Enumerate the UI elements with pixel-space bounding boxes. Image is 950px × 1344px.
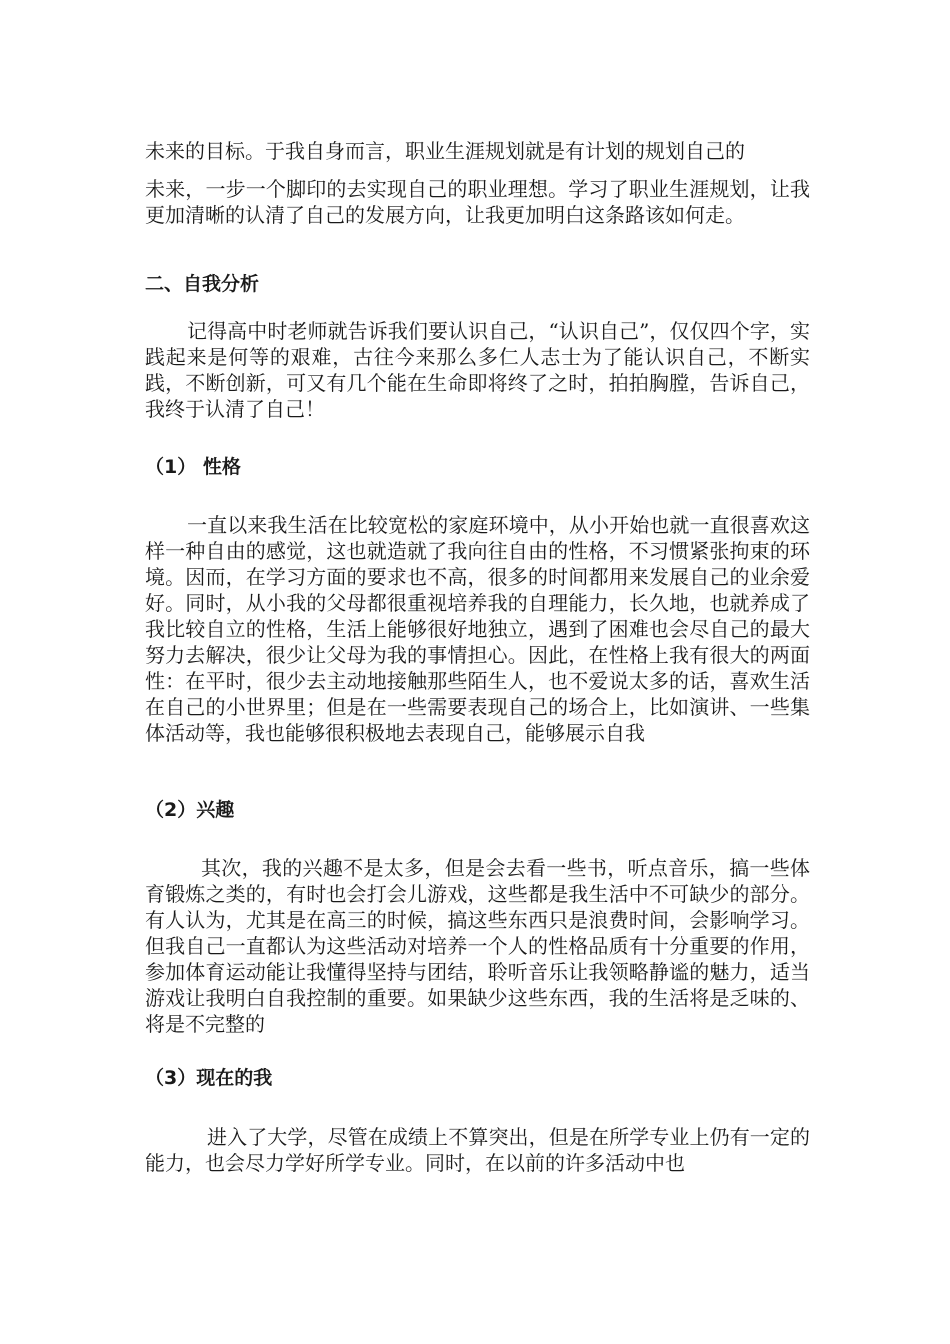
self-analysis-paragraph: 记得高中时老师就告诉我们要认识自己，“认识自己”，仅仅四个字，实践起来是何等的艰难，古往今来那么多仁人志士为了能认识自己，不断实践，不断创新，可又有几个能在生命即将终了之时，拍拍胸膛，告诉自己，我终于认清了自己！ [145, 319, 810, 421]
interests-paragraph: 其次，我的兴趣不是太多，但是会去看一些书，听点音乐，搞一些体育锻炼之类的，有时也会打会儿游戏，这些都是我生活中不可缺少的部分。有人认为，尤其是在高三的时候，搞这些东西只是浪费时间，会影响学习。但我自己一直都认为这些活动对培养一个人的性格品质有十分重要的作用，参加体育运动能让我懂得坚持与团结，聆听音乐让我领略静谧的魅力，适当游戏让我明白自我控制的重要。如果缺少这些东西，我的生活将是乏味的、将是不完整的 [145, 856, 810, 1036]
subsection-title-personality: （1） 性格 [145, 456, 241, 478]
subsection-title-current-self: （3）现在的我 [145, 1067, 273, 1089]
intro-line: 未来的目标。于我自身而言，职业生涯规划就是有计划的规划自己的 [145, 139, 745, 163]
subsection-title-interests: （2）兴趣 [145, 799, 235, 821]
current-self-paragraph: 进入了大学，尽管在成绩上不算突出，但是在所学专业上仍有一定的能力，也会尽力学好所学专业。同时，在以前的许多活动中也 [145, 1125, 810, 1175]
intro-paragraph: 未来，一步一个脚印的去实现自己的职业理想。学习了职业生涯规划，让我更加清晰的认清了自己的发展方向，让我更加明白这条路该如何走。 [145, 177, 810, 227]
personality-paragraph: 一直以来我生活在比较宽松的家庭环境中，从小开始也就一直很喜欢这样一种自由的感觉，这也就造就了我向往自由的性格，不习惯紧张拘束的环境。因而，在学习方面的要求也不高，很多的时间都用来发展自己的业余爱好。同时，从小我的父母都很重视培养我的自理能力，长久地，也就养成了我比较自立的性格，生活上能够很好地独立，遇到了困难也会尽自己的最大努力去解决，很少让父母为我的事情担心。因此，在性格上我有很大的两面性：在平时，很少去主动地接触那些陌生人，也不爱说太多的话，喜欢生活在自己的小世界里；但是在一些需要表现自己的场合上，比如演讲、一些集体活动等，我也能够很积极地去表现自己，能够展示自我 [145, 513, 810, 745]
section-title-self-analysis: 二、自我分析 [145, 273, 260, 295]
